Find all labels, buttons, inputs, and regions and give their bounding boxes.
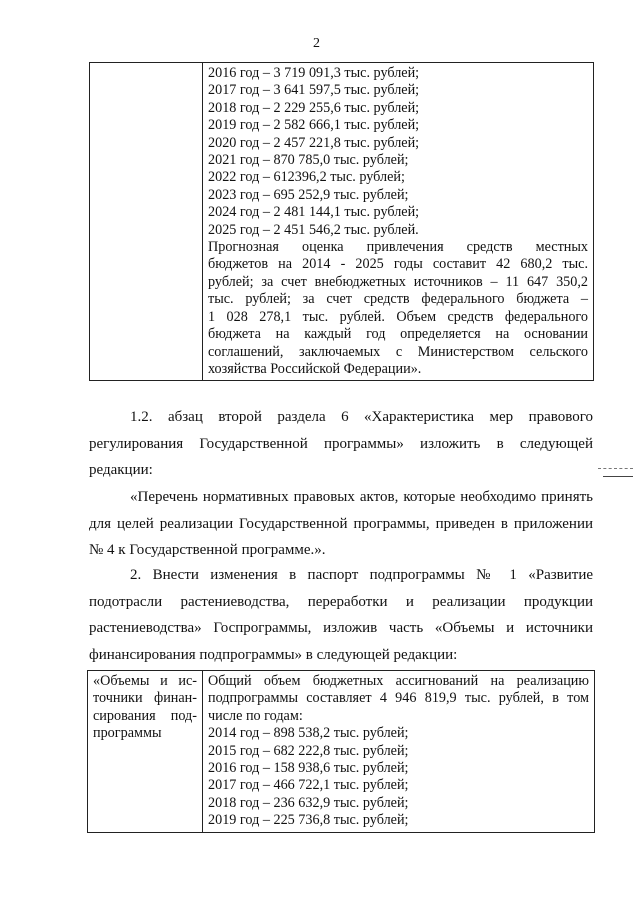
year-line: 2016 год – 3 719 091,3 тыс. рублей; — [208, 65, 420, 81]
paragraph-line: подотрасли растениеводства, переработки и реализации продукции — [89, 593, 593, 610]
page-number: 2 — [313, 36, 320, 51]
heading-line: программы — [93, 725, 162, 742]
year-line: 2018 год – 2 229 255,6 тыс. рублей; — [208, 99, 420, 116]
year-line: 2019 год – 225 736,8 тыс. рублей; — [208, 812, 409, 829]
year-line: 2015 год – 682 222,8 тыс. рублей; — [208, 742, 409, 759]
paragraph-line: № 4 к Государственной программе.». — [89, 542, 326, 558]
margin-mark — [603, 476, 633, 477]
forecast-line: тыс. рублей; за счет средств федерального бюджета – — [208, 291, 588, 308]
intro-line: числе по годам: — [208, 707, 303, 724]
paragraph-2 — [89, 562, 593, 668]
year-line: 2021 год – 870 785,0 тыс. рублей; — [208, 152, 409, 169]
year-line: 2014 год – 898 538,2 тыс. рублей; — [208, 725, 409, 742]
funding-table-continued — [89, 62, 594, 381]
year-line: 2020 год – 2 457 221,8 тыс. рублей; — [208, 134, 420, 151]
table-cell-funding — [203, 671, 595, 833]
year-line: 2017 год – 466 722,1 тыс. рублей; — [208, 777, 409, 794]
forecast-line: бюджетов на 2014 - 2025 годы составит 42 680,2 тыс. — [208, 256, 588, 273]
table-cell-heading — [88, 671, 203, 833]
forecast-line: соглашений, заключаемых с Министерством сельского — [208, 343, 588, 360]
subprogram-funding-table — [87, 670, 595, 833]
paragraph-line: «Перечень нормативных правовых актов, которые необходимо принять — [130, 489, 593, 505]
intro-line: Общий объем бюджетных ассигнований на реализацию — [208, 673, 589, 689]
year-line: 2024 год – 2 481 144,1 тыс. рублей; — [208, 204, 420, 221]
forecast-line: Прогнозная оценка привлечения средств местных — [208, 239, 588, 256]
year-line: 2018 год – 236 632,9 тыс. рублей; — [208, 794, 409, 811]
paragraph-line: 1.2. абзац второй раздела 6 «Характеристика мер правового — [130, 409, 593, 425]
year-line: 2017 год – 3 641 597,5 тыс. рублей; — [208, 82, 420, 99]
forecast-line: бюджета на каждый год определяется на основании — [208, 326, 588, 343]
paragraph-1-2 — [89, 404, 593, 484]
heading-line: сирования под- — [93, 707, 197, 724]
table-row — [90, 63, 594, 381]
table-cell-empty — [90, 63, 203, 381]
forecast-line: рублей; за счет внебюджетных источников – 11 647 350,2 — [208, 273, 588, 290]
year-line: 2022 год – 612396,2 тыс. рублей; — [208, 169, 405, 186]
paragraph-line: для целей реализации Государственной программы, приведен в приложении — [89, 515, 593, 532]
paragraph-quote — [89, 484, 593, 564]
paragraph-line: растениеводства» Госпрограммы, изложив часть «Объемы и источники — [89, 620, 593, 636]
heading-line: точники финан- — [93, 690, 197, 707]
forecast-line: 1 028 278,1 тыс. рублей. Объем средств федерального — [208, 308, 588, 325]
margin-mark — [598, 468, 633, 469]
year-line: 2023 год – 695 252,9 тыс. рублей; — [208, 186, 409, 203]
heading-line: «Объемы и ис- — [93, 673, 197, 689]
paragraph-line: регулирования Государственной программы» изложить в следующей — [89, 435, 593, 452]
forecast-line: хозяйства Российской Федерации». — [208, 360, 422, 377]
table-cell-funding — [203, 63, 594, 381]
intro-line: подпрограммы составляет 4 946 819,9 тыс. рублей, в том — [208, 690, 589, 707]
table-row — [88, 671, 595, 833]
year-line: 2025 год – 2 451 546,2 тыс. рублей. — [208, 221, 419, 238]
paragraph-line: редакции: — [89, 462, 153, 478]
paragraph-line: 2. Внести изменения в паспорт подпрограммы № 1 «Развитие — [130, 567, 593, 583]
paragraph-line: финансирования подпрограммы» в следующей редакции: — [89, 646, 458, 663]
year-line: 2019 год – 2 582 666,1 тыс. рублей; — [208, 117, 420, 134]
year-line: 2016 год – 158 938,6 тыс. рублей; — [208, 760, 409, 777]
